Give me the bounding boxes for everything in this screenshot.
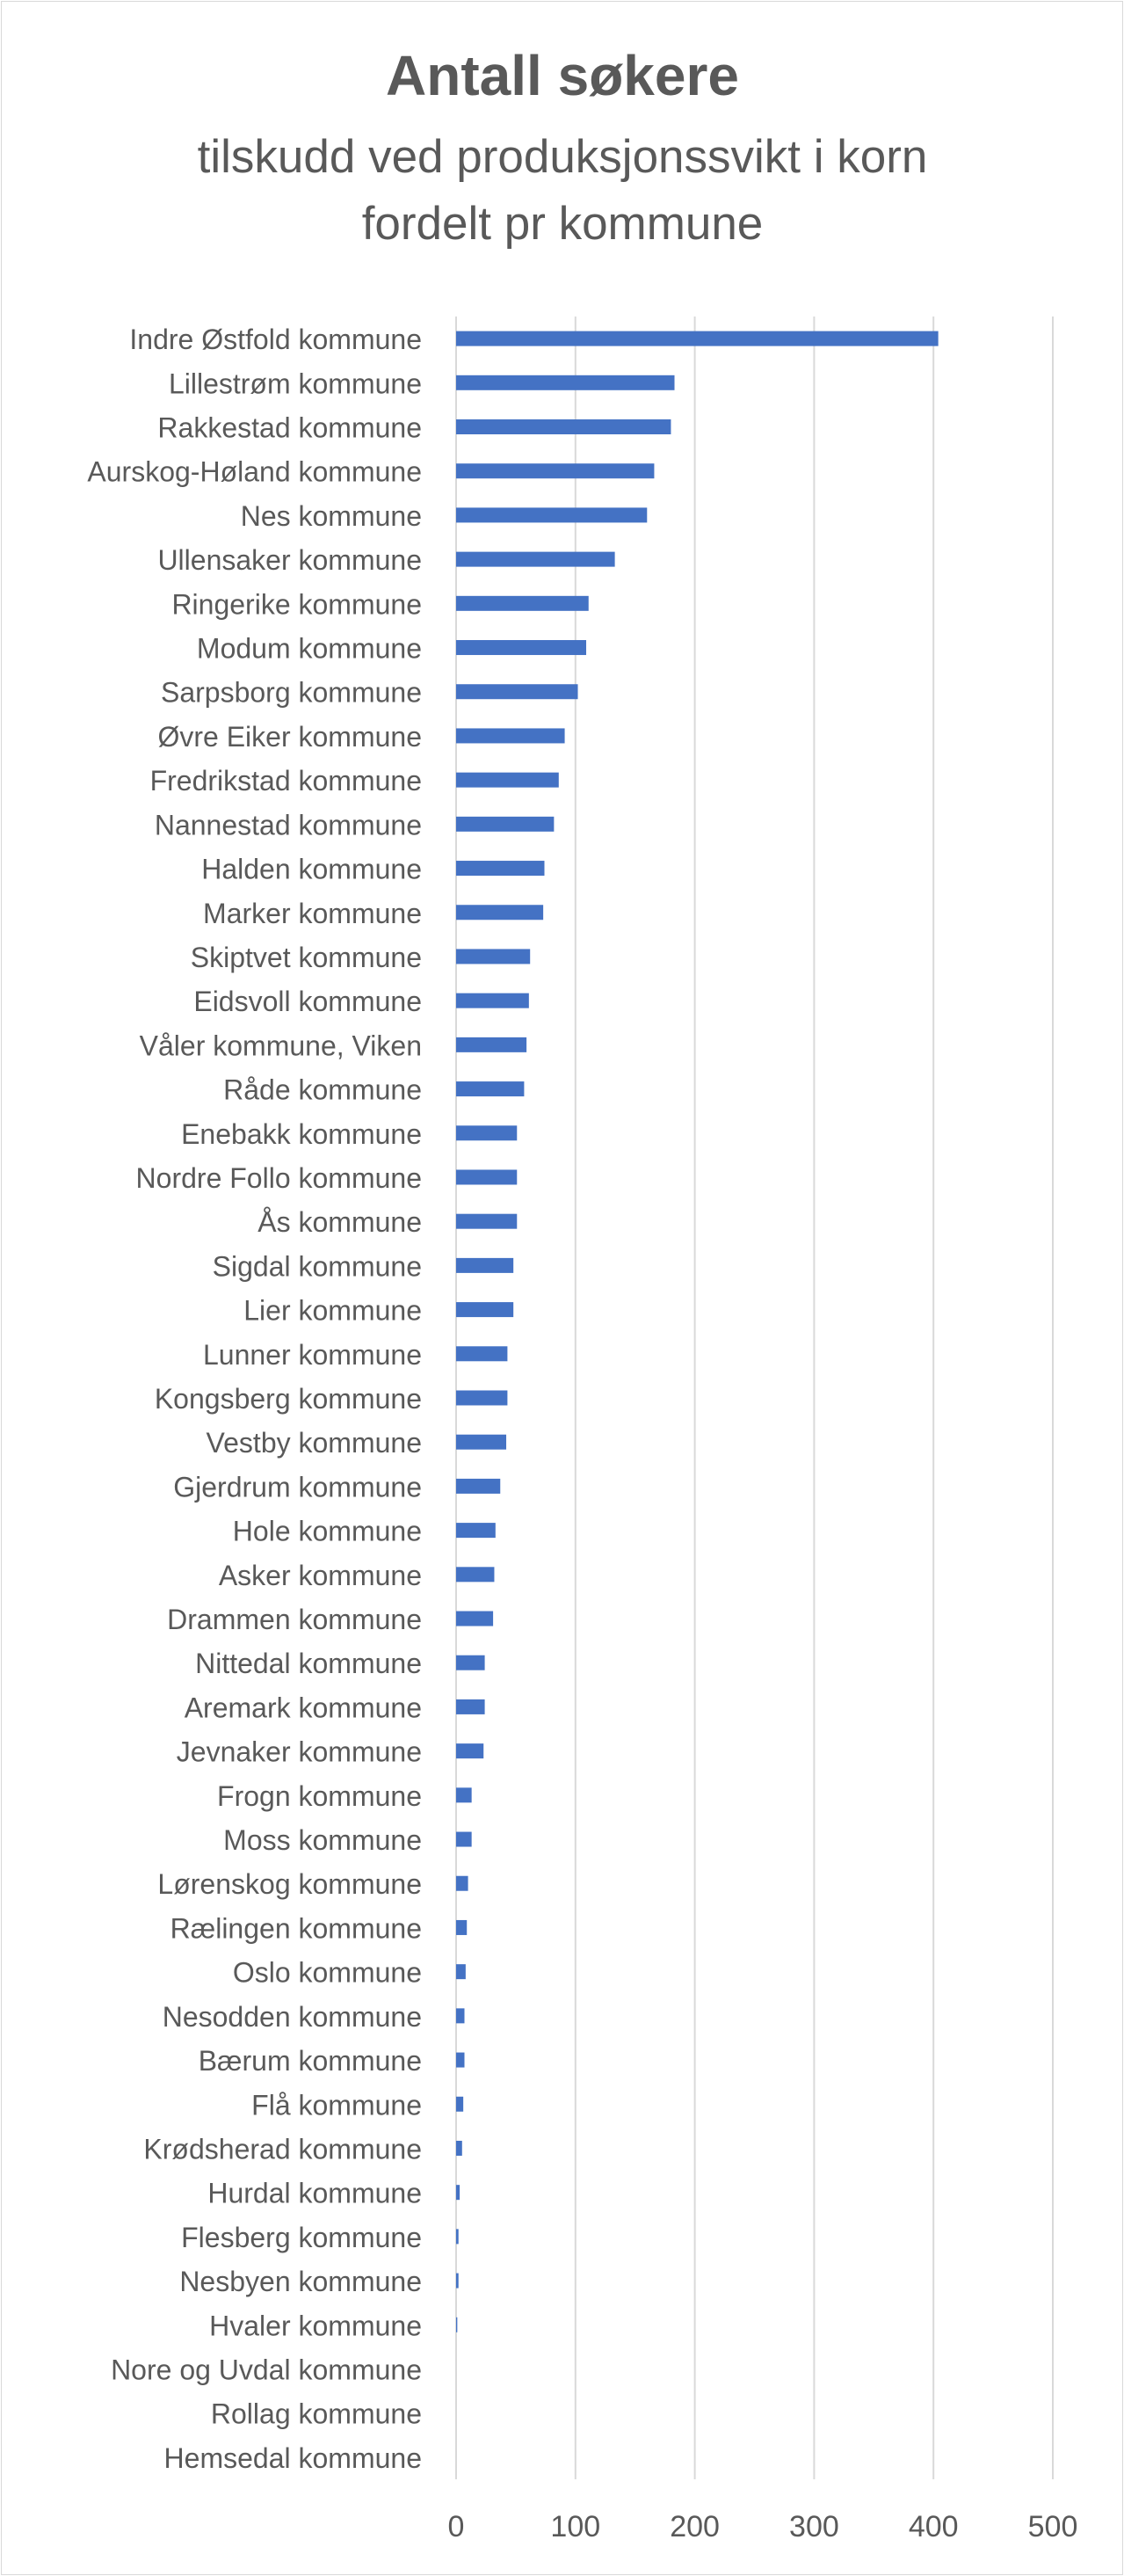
category-label: Flå kommune	[251, 2089, 422, 2121]
bar	[456, 817, 554, 832]
x-tick-label: 0	[447, 2510, 465, 2543]
category-label: Ullensaker kommune	[157, 544, 422, 577]
category-label: Hole kommune	[232, 1515, 422, 1547]
bar	[456, 905, 543, 920]
category-label: Rakkestad kommune	[157, 411, 422, 444]
x-tick-label: 200	[670, 2510, 720, 2543]
category-label: Nore og Uvdal kommune	[111, 2354, 422, 2386]
bar	[456, 773, 559, 788]
bar	[456, 1567, 494, 1582]
category-label: Indre Østfold kommune	[129, 324, 422, 356]
bar	[456, 1964, 466, 1979]
bar	[456, 331, 939, 346]
bar	[456, 684, 578, 699]
bars	[456, 331, 939, 2332]
category-label: Moss kommune	[223, 1824, 422, 1857]
category-label: Marker kommune	[203, 897, 422, 929]
category-label: Nordre Follo kommune	[135, 1161, 422, 1194]
bar	[456, 507, 647, 522]
bar	[456, 1920, 467, 1935]
category-label: Eidsvoll kommune	[193, 986, 422, 1018]
category-label: Bærum kommune	[198, 2045, 422, 2078]
bar	[456, 1391, 507, 1406]
bar	[456, 1214, 517, 1229]
category-label: Sarpsborg kommune	[160, 676, 422, 709]
bar	[456, 2229, 459, 2244]
bar	[456, 552, 615, 567]
category-label: Hvaler kommune	[209, 2310, 422, 2342]
bar	[456, 861, 544, 876]
bar	[456, 728, 565, 743]
category-label: Flesberg kommune	[181, 2221, 422, 2253]
category-label: Enebakk kommune	[181, 1117, 422, 1150]
category-label: Ringerike kommune	[171, 588, 422, 621]
category-label: Nesodden kommune	[162, 2000, 422, 2033]
category-label: Ås kommune	[257, 1206, 422, 1239]
bar-chart	[2, 2, 1122, 2574]
bar	[456, 2141, 462, 2156]
category-label: Krødsherad kommune	[143, 2133, 422, 2165]
category-label: Nittedal kommune	[195, 1648, 422, 1680]
category-label: Rollag kommune	[210, 2398, 422, 2430]
category-label: Halden kommune	[201, 853, 422, 885]
bar	[456, 1125, 517, 1140]
category-label: Skiptvet kommune	[190, 941, 422, 973]
bar	[456, 2008, 465, 2023]
category-label: Rælingen kommune	[170, 1912, 422, 1945]
category-label: Lørenskog kommune	[157, 1868, 422, 1901]
chart-title: Antall søkere	[386, 44, 739, 107]
category-label: Nes kommune	[240, 499, 422, 532]
bar	[456, 2318, 457, 2332]
x-tick-label: 400	[908, 2510, 959, 2543]
category-label: Øvre Eiker kommune	[157, 720, 422, 753]
category-label: Lier kommune	[243, 1294, 422, 1327]
bar	[456, 2274, 459, 2289]
x-axis-tick-labels	[448, 2510, 1078, 2543]
category-label: Nesbyen kommune	[179, 2266, 422, 2298]
category-label: Våler kommune, Viken	[139, 1030, 422, 1062]
bar	[456, 1699, 485, 1714]
bar	[456, 1479, 500, 1494]
category-label: Oslo kommune	[232, 1956, 422, 1989]
category-label: Sigdal kommune	[212, 1250, 422, 1283]
category-label: Jevnaker kommune	[176, 1736, 422, 1768]
category-label: Fredrikstad kommune	[149, 765, 422, 797]
bar	[456, 596, 589, 611]
chart-frame	[1, 1, 1123, 2575]
bar	[456, 1435, 506, 1450]
bar	[456, 2185, 460, 2200]
bar	[456, 949, 530, 964]
category-label: Lunner kommune	[202, 1338, 422, 1371]
category-label: Nannestad kommune	[154, 809, 422, 841]
category-label: Lillestrøm kommune	[168, 367, 422, 400]
bar	[456, 1655, 485, 1670]
bar	[456, 1523, 496, 1538]
chart-subtitle-line-2: fordelt pr kommune	[361, 198, 764, 250]
category-label: Kongsberg kommune	[154, 1383, 422, 1415]
bar	[456, 1081, 524, 1096]
x-tick-label: 500	[1027, 2510, 1078, 2543]
bar	[456, 375, 675, 390]
category-label: Hemsedal kommune	[163, 2441, 422, 2474]
x-tick-label: 300	[789, 2510, 839, 2543]
bar	[456, 1832, 472, 1847]
bar	[456, 2097, 463, 2112]
category-label: Aurskog-Høland kommune	[87, 455, 422, 488]
category-label: Aremark kommune	[184, 1692, 422, 1724]
category-label: Modum kommune	[196, 632, 422, 665]
bar	[456, 1743, 483, 1758]
bar	[456, 1302, 513, 1317]
bar	[456, 2053, 465, 2068]
category-label: Asker kommune	[218, 1559, 422, 1591]
bar	[456, 1258, 513, 1273]
category-label: Frogn kommune	[217, 1779, 422, 1812]
category-label: Vestby kommune	[206, 1427, 422, 1459]
bar	[456, 1787, 472, 1802]
bar	[456, 419, 671, 434]
category-label: Råde kommune	[223, 1073, 422, 1106]
bar	[456, 993, 529, 1008]
bar	[456, 463, 654, 478]
category-label: Gjerdrum kommune	[173, 1471, 422, 1503]
bar	[456, 1346, 507, 1361]
category-label: Hurdal kommune	[207, 2177, 422, 2209]
x-tick-label: 100	[550, 2510, 601, 2543]
category-label: Drammen kommune	[167, 1604, 422, 1636]
chart-subtitle-line-1: tilskudd ved produksjonssvikt i korn	[197, 131, 928, 183]
bar	[456, 1876, 468, 1891]
bar	[456, 1169, 517, 1184]
category-labels	[87, 324, 422, 2474]
bar	[456, 1612, 493, 1626]
bar	[456, 1037, 526, 1052]
bar	[456, 640, 586, 655]
